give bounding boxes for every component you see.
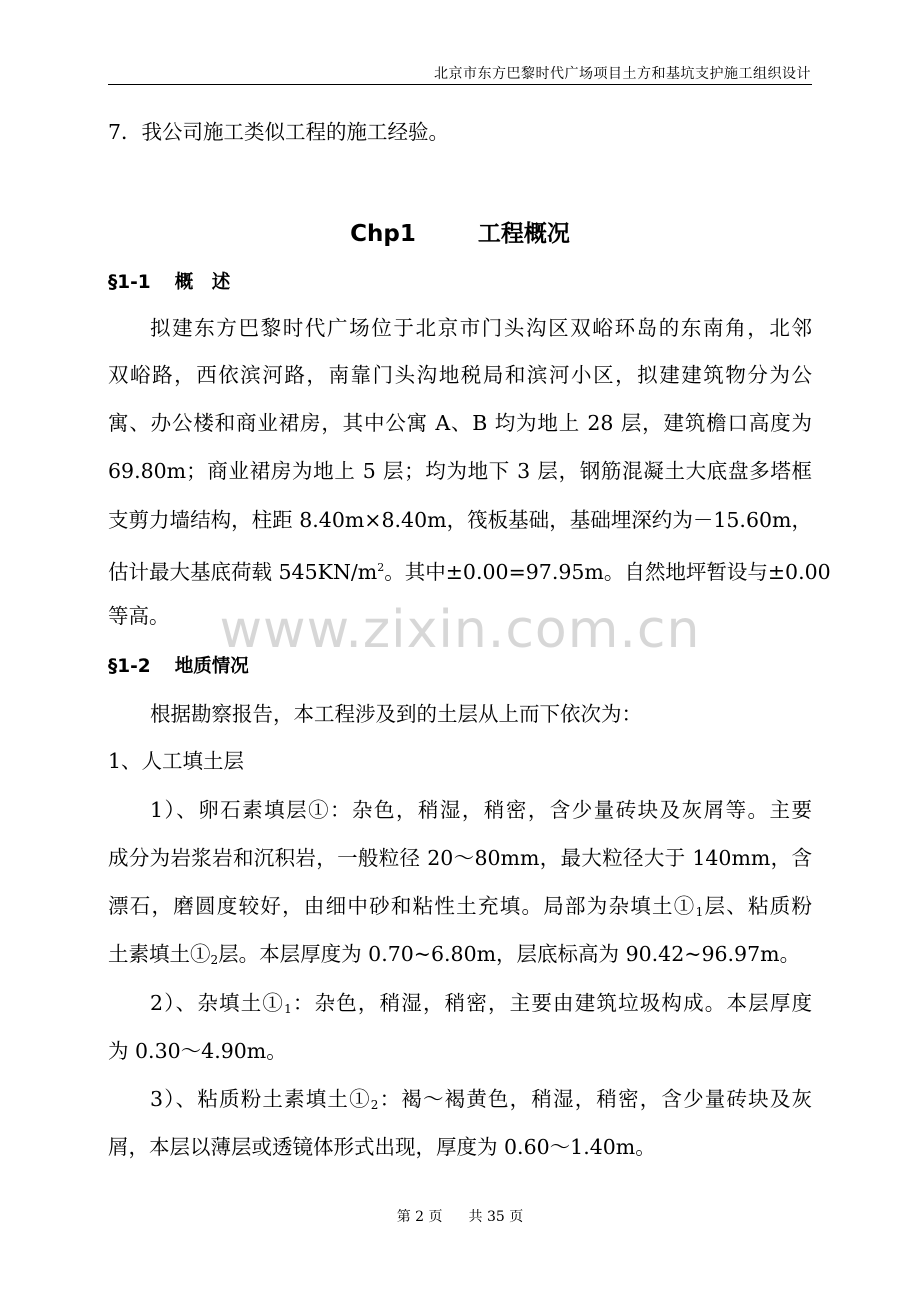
section-heading-1 (108, 268, 230, 294)
text-run: 层、粘质粉 (703, 894, 813, 918)
geology-line: 1）、卵石素填层①：杂色，稍湿，稍密，含少量砖块及灰屑等。主要 (150, 798, 812, 822)
geology-line (108, 891, 812, 927)
section-heading-2 (108, 652, 249, 678)
section-title: 地质情况 (174, 656, 249, 677)
overview-line: 拟建东方巴黎时代广场位于北京市门头沟区双峪环岛的东南角，北邻 (150, 316, 812, 340)
page-number: 第 2 页 (396, 1209, 443, 1225)
text-run: 漂石，磨圆度较好，由细中砂和粘性土充填。局部为杂填土① (108, 894, 696, 918)
intro-item: 7．我公司施工类似工程的施工经验。 (108, 120, 450, 144)
section-number: §1-1 (108, 272, 151, 293)
geology-line (150, 1084, 812, 1120)
overview-line: 支剪力墙结构，柱距 8.40m×8.40m，筏板基础，基础埋深约为－15.60m， (108, 508, 812, 532)
geology-line (150, 988, 812, 1024)
geology-line: 成分为岩浆岩和沉积岩，一般粒径 20～80mm，最大粒径大于 140mm，含 (108, 846, 812, 870)
overview-line: 双峪路，西依滨河路，南靠门头沟地税局和滨河小区，拟建建筑物分为公 (108, 363, 812, 387)
text-run: 2）、杂填土① (150, 991, 285, 1015)
geology-intro: 根据勘察报告，本工程涉及到的土层从上而下依次为： (150, 702, 642, 726)
subscript: 1 (695, 905, 704, 919)
overview-line: 寓、办公楼和商业裙房，其中公寓 A、B 均为地上 28 层，建筑檐口高度为 (108, 411, 812, 435)
geology-line: 为 0.30～4.90m。 (108, 1039, 287, 1063)
geology-line: 屑，本层以薄层或透镜体形式出现，厚度为 0.60～1.40m。 (108, 1135, 656, 1159)
chapter-number: Chp1 (350, 221, 416, 247)
overview-line: 等高。 (108, 604, 170, 628)
text-run: ：褐～褐黄色，稍湿，稍密，含少量砖块及灰 (378, 1087, 813, 1111)
text-run: 估计最大基底荷载 545KN/m (108, 560, 378, 584)
watermark: www.zixin.com.cn (219, 600, 701, 660)
subscript: 2 (210, 953, 219, 967)
header-rule (108, 84, 812, 85)
text-run: 3）、粘质粉土素填土① (150, 1087, 371, 1111)
text-run: 层。本层厚度为 0.70~6.80m，层底标高为 90.42~96.97m。 (218, 942, 801, 966)
geology-line (108, 939, 812, 975)
page-total: 共 35 页 (468, 1209, 524, 1225)
text-run: ：杂色，稍湿，稍密，主要由建筑垃圾构成。本层厚度 (291, 991, 813, 1015)
section-number: §1-2 (108, 656, 151, 677)
overview-line (108, 553, 831, 587)
chapter-heading (0, 215, 920, 248)
section-title: 概 述 (174, 272, 231, 293)
subscript: 2 (370, 1098, 379, 1112)
text-run: 。其中±0.00=97.95m。自然地坪暂设与±0.00 (384, 560, 831, 584)
layer-heading: 1、人工填土层 (108, 749, 245, 773)
text-run: 土素填土① (108, 942, 211, 966)
superscript: 2 (377, 561, 385, 574)
chapter-title: 工程概况 (477, 221, 570, 247)
subscript: 1 (284, 1002, 292, 1016)
page-footer (0, 1206, 920, 1226)
overview-line: 69.80m；商业裙房为地上 5 层；均为地下 3 层，钢筋混凝土大底盘多塔框 (108, 459, 812, 483)
running-header: 北京市东方巴黎时代广场项目土方和基坑支护施工组织设计 (434, 66, 811, 82)
